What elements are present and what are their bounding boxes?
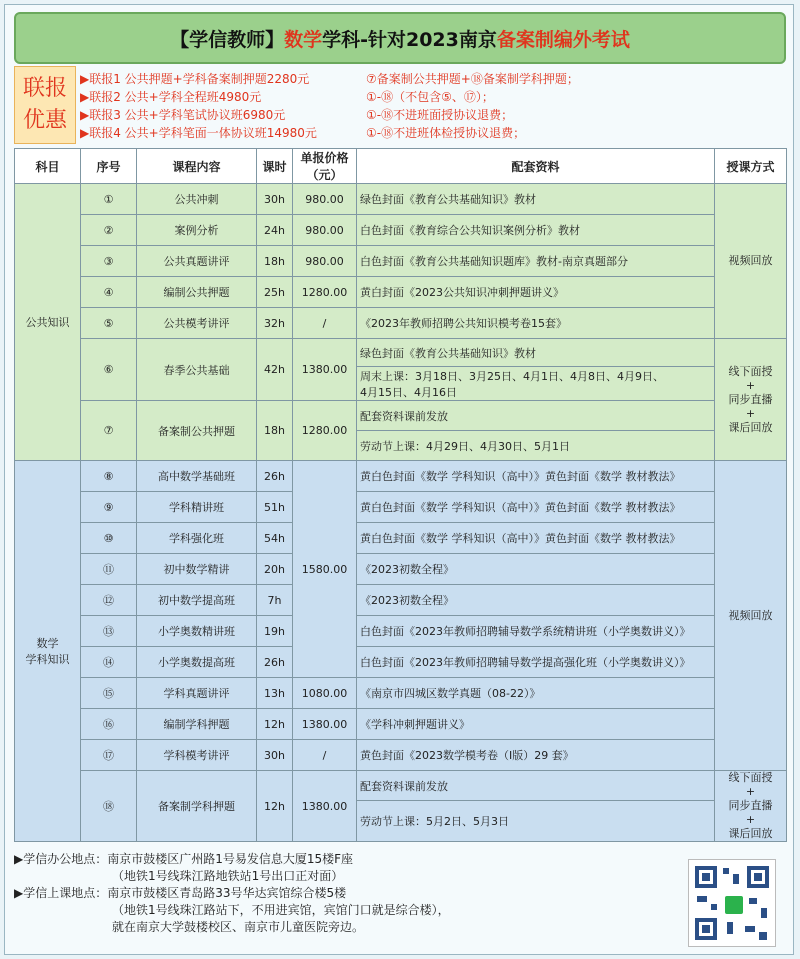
course-table [14, 148, 787, 842]
promo-item: ▶联报2 公共+学科全程班4980元 [80, 90, 262, 104]
row-no: ⑫ [81, 585, 137, 616]
table-row [15, 492, 787, 523]
row-price: / [293, 740, 357, 771]
method-plus: + [745, 813, 756, 826]
promo-note: ①-⑱（不包含⑤、⑰）； [366, 90, 494, 104]
table-row [15, 585, 787, 616]
promo-note: ①-⑱不进班面授协议退费； [366, 108, 514, 122]
row-hours: 42h [257, 339, 293, 401]
header-subject: 科目 [15, 149, 81, 184]
row-no: ⑦ [81, 401, 137, 461]
office-address: ▶学信办公地点：南京市鼓楼区广州路1号易发信息大厦15楼F座 [14, 852, 354, 866]
row-material: 《学科冲刺押题讲义》 [357, 709, 715, 740]
row-hours: 26h [257, 647, 293, 678]
row-material: 《2023初数全程》 [357, 554, 715, 585]
row-hours: 25h [257, 277, 293, 308]
subject-public: 公共知识 [15, 184, 81, 461]
header-course: 课程内容 [137, 149, 257, 184]
qr-code-icon [688, 859, 776, 947]
title-subject: 数学 [284, 28, 323, 51]
row-material: 黄白色封面《数学 学科知识（高中）》黄色封面《数学 教材教法》 [357, 523, 715, 554]
table-row [15, 339, 787, 367]
row-hours: 7h [257, 585, 293, 616]
subject-math-line: 学科知识 [25, 653, 70, 666]
row-hours: 32h [257, 308, 293, 339]
row-no: ⑪ [81, 554, 137, 585]
row-no: ⑬ [81, 616, 137, 647]
table-row [15, 647, 787, 678]
row-hours: 18h [257, 246, 293, 277]
class-landmark-note: 就在南京大学鼓楼校区、南京市儿童医院旁边。 [112, 920, 365, 934]
row-hours: 12h [257, 771, 293, 842]
table-row [15, 771, 787, 801]
table-row [15, 554, 787, 585]
method-line: 同步直播 [728, 799, 773, 812]
row-material: 白色封面《教育公共基础知识题库》教材-南京真题部分 [357, 246, 715, 277]
title-tail: 备案制编外考试 [496, 28, 630, 51]
row-no: ⑯ [81, 709, 137, 740]
promo-note: ①-⑱不进班体检授协议退费； [366, 126, 526, 140]
row-hours: 12h [257, 709, 293, 740]
method-video: 视频回放 [715, 184, 787, 339]
row-course: 编制公共押题 [137, 277, 257, 308]
row-price: 980.00 [293, 215, 357, 246]
row-no: ① [81, 184, 137, 215]
row-hours: 30h [257, 184, 293, 215]
title-mid: 学科-针对2023南京 [322, 28, 497, 51]
row-course: 初中数学提高班 [137, 585, 257, 616]
method-line: 同步直播 [728, 392, 773, 406]
method-plus: + [745, 378, 756, 392]
row-no: ⑱ [81, 771, 137, 842]
table-row [15, 215, 787, 246]
row-material: 《南京市四城区数学真题（08-22）》 [357, 678, 715, 709]
row-material: 《2023初数全程》 [357, 585, 715, 616]
row-material-line: 周末上课：3月18日、3月25日、4月1日、4月8日、4月9日、 [360, 369, 664, 383]
table-row [15, 523, 787, 554]
title-brand: 【学信教师】 [170, 28, 285, 51]
row-price: 980.00 [293, 246, 357, 277]
row-price: 980.00 [293, 184, 357, 215]
row-course: 案例分析 [137, 215, 257, 246]
header-no: 序号 [81, 149, 137, 184]
row-material: 黄白色封面《数学 学科知识（高中）》黄色封面《数学 教材教法》 [357, 492, 715, 523]
method-line: 课后回放 [728, 420, 773, 434]
header-material: 配套资料 [357, 149, 715, 184]
header-method: 授课方式 [715, 149, 787, 184]
row-hours: 18h [257, 401, 293, 461]
method-video: 视频回放 [715, 461, 787, 771]
row-price: 1280.00 [293, 401, 357, 461]
table-row [15, 461, 787, 492]
promo-item: ▶联报3 公共+学科笔试协议班6980元 [80, 108, 286, 122]
row-no: ⑮ [81, 678, 137, 709]
row-no: ⑥ [81, 339, 137, 401]
row-material: 白色封面《2023年教师招聘辅导数学提高强化班（小学奥数讲义）》 [357, 647, 715, 678]
row-material: 白色封面《2023年教师招聘辅导数学系统精讲班（小学奥数讲义）》 [357, 616, 715, 647]
method-line: 线下面授 [728, 364, 773, 378]
table-row [15, 740, 787, 771]
row-material-line: 4月15日、4月16日 [360, 385, 457, 399]
row-no: ⑭ [81, 647, 137, 678]
row-material: 配套资料课前发放 [357, 401, 715, 431]
row-price: 1380.00 [293, 709, 357, 740]
row-hours: 13h [257, 678, 293, 709]
row-material: 黄白色封面《数学 学科知识（高中）》黄色封面《数学 教材教法》 [357, 461, 715, 492]
row-course: 学科真题讲评 [137, 678, 257, 709]
row-price: 1080.00 [293, 678, 357, 709]
row-material: 配套资料课前发放 [357, 771, 715, 801]
row-price: 1380.00 [293, 339, 357, 401]
row-price: 1280.00 [293, 277, 357, 308]
row-course: 公共真题讲评 [137, 246, 257, 277]
method-line: 线下面授 [728, 771, 773, 784]
row-course: 备案制学科押题 [137, 771, 257, 842]
promo-label [14, 66, 76, 144]
promo-item: ▶联报1 公共押题+学科备案制押题2280元 [80, 72, 310, 86]
table-row [15, 678, 787, 709]
row-hours: 30h [257, 740, 293, 771]
promo-label-line1: 联报 [22, 76, 67, 101]
row-course: 小学奥数精讲班 [137, 616, 257, 647]
row-hours: 19h [257, 616, 293, 647]
row-course: 小学奥数提高班 [137, 647, 257, 678]
row-price: / [293, 308, 357, 339]
subject-math [15, 461, 81, 842]
subject-math-line: 数学 [36, 637, 59, 650]
page-title [14, 12, 786, 64]
row-no: ② [81, 215, 137, 246]
table-header-row [15, 149, 787, 184]
row-material: 绿色封面《教育公共基础知识》教材 [357, 339, 715, 367]
table-row [15, 401, 787, 431]
method-line: 课后回放 [728, 827, 773, 840]
row-hours: 24h [257, 215, 293, 246]
row-course: 公共冲刺 [137, 184, 257, 215]
row-price-group: 1580.00 [293, 461, 357, 678]
promo-section [14, 66, 786, 146]
row-material: 绿色封面《教育公共基础知识》教材 [357, 184, 715, 215]
method-mixed [715, 339, 787, 461]
row-course: 公共模考讲评 [137, 308, 257, 339]
row-material-schedule [357, 367, 715, 401]
table-row [15, 308, 787, 339]
promo-item: ▶联报4 公共+学科笔面一体协议班14980元 [80, 126, 317, 140]
office-metro-note: （地铁1号线珠江路地铁站1号出口正对面） [112, 869, 344, 883]
row-hours: 20h [257, 554, 293, 585]
table-row [15, 184, 787, 215]
method-plus: + [745, 406, 756, 420]
row-hours: 54h [257, 523, 293, 554]
row-course: 学科模考讲评 [137, 740, 257, 771]
promo-label-line2: 优惠 [22, 108, 67, 133]
row-no: ⑨ [81, 492, 137, 523]
row-no: ⑧ [81, 461, 137, 492]
class-address: ▶学信上课地点：南京市鼓楼区青岛路33号华达宾馆综合楼5楼 [14, 886, 347, 900]
row-no: ⑩ [81, 523, 137, 554]
row-no: ⑤ [81, 308, 137, 339]
row-course: 学科强化班 [137, 523, 257, 554]
wechat-icon [723, 894, 745, 916]
promo-right-list [366, 70, 786, 142]
row-material: 黄色封面《2023数学模考卷（Ⅰ版）29 套》 [357, 740, 715, 771]
class-metro-note: （地铁1号线珠江路站下，不用进宾馆，宾馆门口就是综合楼）， [112, 903, 450, 917]
method-mixed [715, 771, 787, 842]
table-row [15, 277, 787, 308]
row-no: ③ [81, 246, 137, 277]
promo-note: ⑦备案制公共押题+⑱备案制学科押题； [366, 72, 579, 86]
row-course: 备案制公共押题 [137, 401, 257, 461]
address-footer [14, 851, 786, 949]
header-price: 单报价格（元） [293, 149, 357, 184]
table-row [15, 616, 787, 647]
row-course: 编制学科押题 [137, 709, 257, 740]
header-hours: 课时 [257, 149, 293, 184]
row-course: 春季公共基础 [137, 339, 257, 401]
row-course: 初中数学精讲 [137, 554, 257, 585]
row-hours: 51h [257, 492, 293, 523]
method-plus: + [745, 785, 756, 798]
table-row [15, 709, 787, 740]
row-material-schedule: 劳动节上课：5月2日、5月3日 [357, 801, 715, 842]
row-material-schedule: 劳动节上课：4月29日、4月30日、5月1日 [357, 431, 715, 461]
row-no: ⑰ [81, 740, 137, 771]
row-material: 白色封面《教育综合公共知识案例分析》教材 [357, 215, 715, 246]
row-material: 黄白封面《2023公共知识冲刺押题讲义》 [357, 277, 715, 308]
row-hours: 26h [257, 461, 293, 492]
promo-left-list [80, 70, 380, 142]
row-price: 1380.00 [293, 771, 357, 842]
row-no: ④ [81, 277, 137, 308]
row-course: 高中数学基础班 [137, 461, 257, 492]
row-course: 学科精讲班 [137, 492, 257, 523]
table-row [15, 246, 787, 277]
row-material: 《2023年教师招聘公共知识模考卷15套》 [357, 308, 715, 339]
